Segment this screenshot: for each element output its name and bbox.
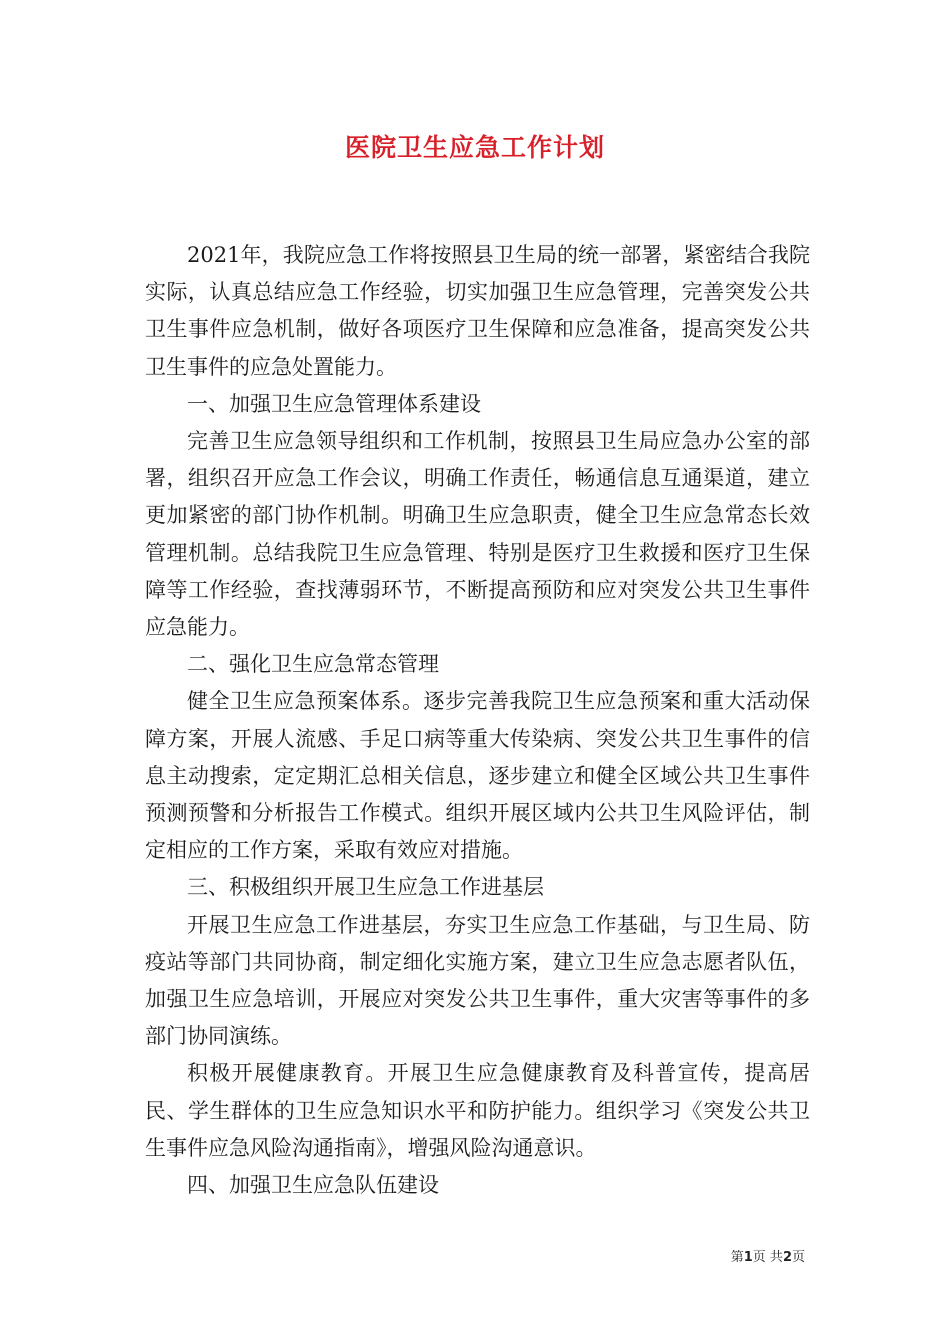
paragraph-intro: 2021年，我院应急工作将按照县卫生局的统一部署，紧密结合我院实际，认真总结应急工作经验，切实加强卫生应急管理，完善突发公共卫生事件应急机制，做好各项医疗卫生保障和应急准备，提高突发公共卫生事件的应急处置能力。 [145, 243, 810, 379]
paragraph: 开展卫生应急工作进基层，夯实卫生应急工作基础，与卫生局、防疫站等部门共同协商，制定细化实施方案，建立卫生应急志愿者队伍，加强卫生应急培训，开展应对突发公共卫生事件，重大灾害等事件的多部门协同演练。 [145, 912, 810, 1049]
paragraph: 健全卫生应急预案体系。逐步完善我院卫生应急预案和重大活动保障方案，开展人流感、手足口病等重大传染病、突发公共卫生事件的信息主动搜索，定定期汇总相关信息，逐步建立和健全区域公共卫生事件预测预警和分析报告工作模式。组织开展区域内公共卫生风险评估，制定相应的工作方案，采取有效应对措施。 [145, 689, 810, 863]
section-heading-3: 三、积极组织开展卫生应急工作进基层 [187, 875, 544, 900]
total-pages-number: 2 [782, 1250, 792, 1265]
footer-prefix: 第 [730, 1250, 744, 1265]
footer-middle: 页 共 [752, 1250, 783, 1265]
current-page-number: 1 [743, 1250, 753, 1265]
footer-suffix: 页 [791, 1250, 805, 1265]
document-body [145, 237, 810, 1204]
document-title: 医院卫生应急工作计划 [344, 133, 605, 162]
section-heading-1: 一、加强卫生应急管理体系建设 [187, 391, 481, 416]
section-heading-4: 四、加强卫生应急队伍建设 [187, 1173, 439, 1198]
section-heading-2: 二、强化卫生应急常态管理 [187, 652, 439, 677]
page-number-footer [731, 1246, 805, 1265]
paragraph: 积极开展健康教育。开展卫生应急健康教育及科普宣传，提高居民、学生群体的卫生应急知识水平和防护能力。组织学习《突发公共卫生事件应急风险沟通指南》，增强风险沟通意识。 [145, 1061, 810, 1160]
paragraph: 完善卫生应急领导组织和工作机制，按照县卫生局应急办公室的部署，组织召开应急工作会议，明确工作责任，畅通信息互通渠道，建立更加紧密的部门协作机制。明确卫生应急职责，健全卫生应急常态长效管理机制。总结我院卫生应急管理、特别是医疗卫生救援和医疗卫生保障等工作经验，查找薄弱环节，不断提高预防和应对突发公共卫生事件应急能力。 [145, 429, 810, 640]
